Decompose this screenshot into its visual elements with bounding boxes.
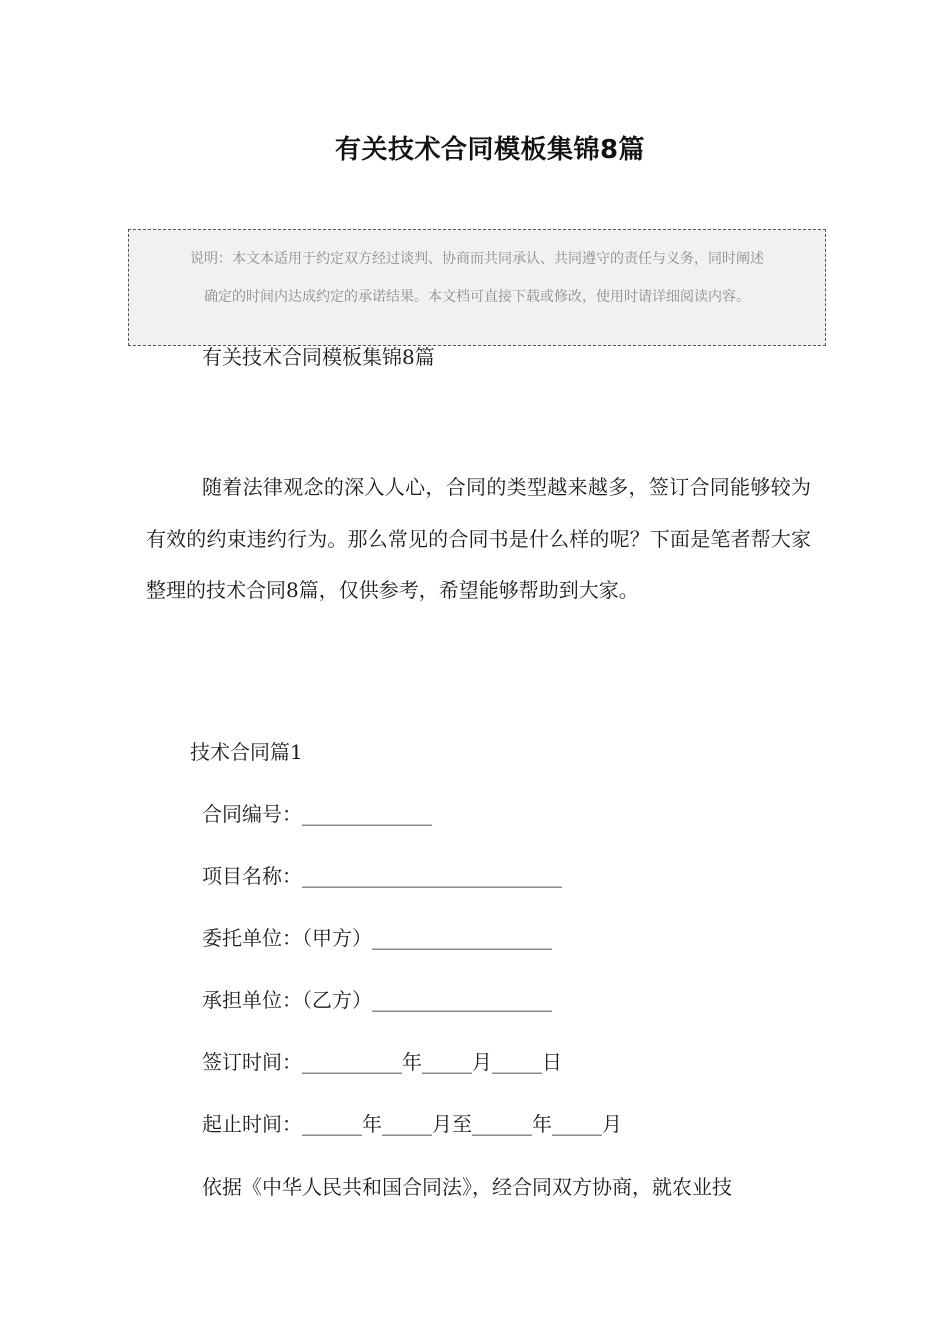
basis-text-line: 依据《中华人民共和国合同法》，经合同双方协商，就农业技 [202, 1175, 732, 1199]
contractor-unit-line: 承担单位：（乙方）__________________ [202, 988, 552, 1012]
signing-date-line: 签订时间：__________年_____月_____日 [202, 1050, 562, 1074]
document-subtitle: 有关技术合同模板集锦8篇 [202, 345, 435, 369]
note-line-1: 说明：本文本适用于约定双方经过谈判、协商而共同承认、共同遵守的责任与义务，同时阐述 [190, 251, 764, 267]
section-heading: 技术合同篇1 [190, 740, 303, 764]
description-note-box [128, 229, 826, 346]
page-title: 有关技术合同模板集锦8篇 [334, 135, 646, 165]
note-line-2: 确定的时间内达成约定的承诺结果。本文档可直接下载或修改，使用时请详细阅读内容。 [204, 289, 750, 305]
client-unit-line: 委托单位：（甲方）__________________ [202, 926, 552, 950]
period-line: 起止时间：______年_____月至______年_____月 [202, 1112, 622, 1136]
contract-number-line: 合同编号：_____________ [202, 802, 432, 826]
project-name-line: 项目名称：__________________________ [202, 864, 562, 888]
intro-paragraph: 随着法律观念的深入人心，合同的类型越来越多，签订合同能够较为有效的约束违约行为。那么常见的合同书是什么样的呢？下面是笔者帮大家整理的技术合同8篇，仅供参考，希望能够帮助到大家。 [146, 475, 811, 602]
